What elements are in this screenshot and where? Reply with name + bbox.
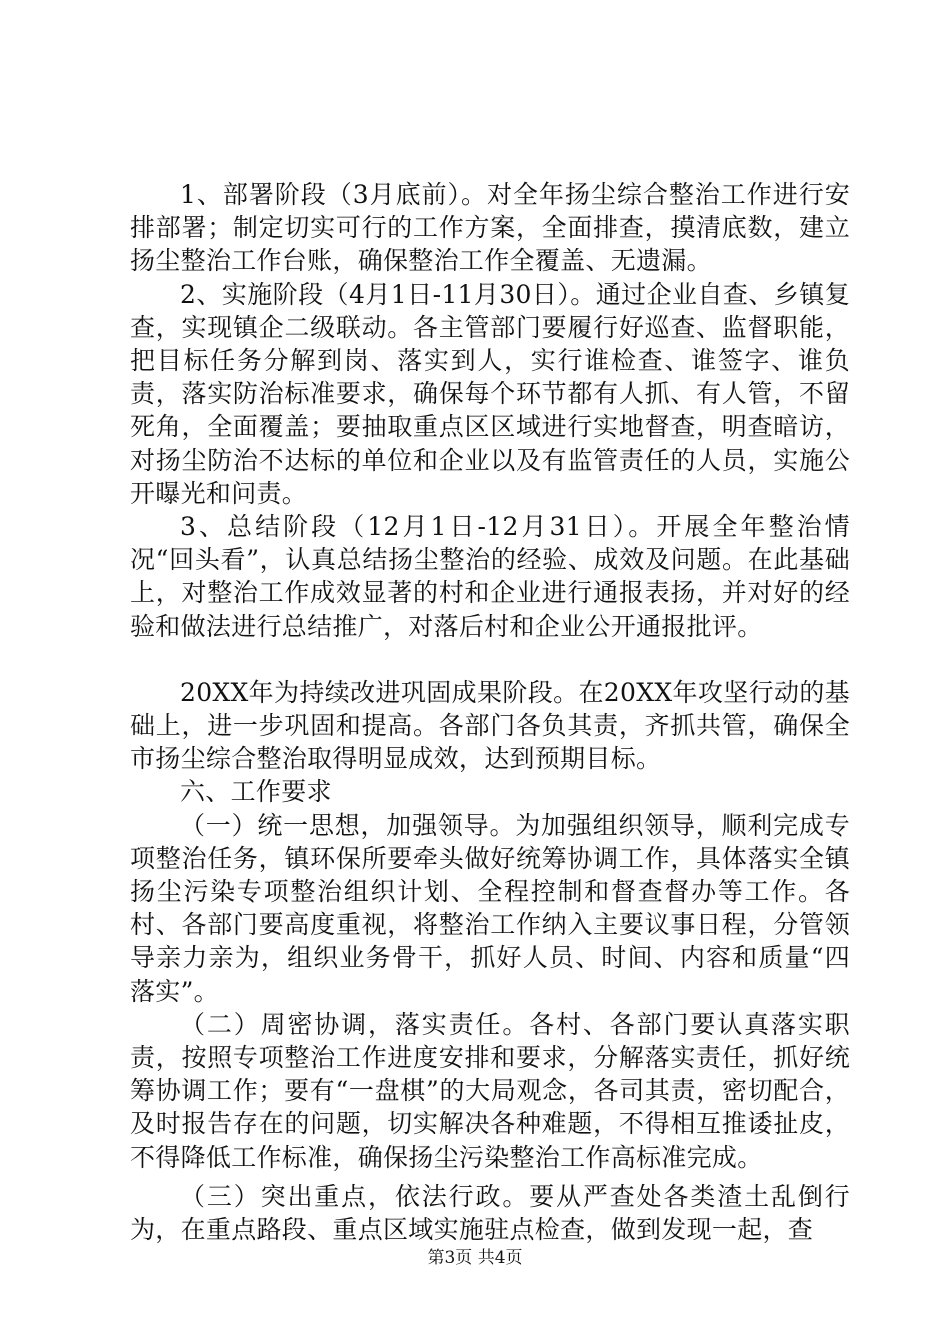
paragraph-requirement-1: （一）统一思想，加强领导。为加强组织领导，顺利完成专项整治任务，镇环保所要牵头做好统筹协调工作，具体落实全镇扬尘污染专项整治组织计划、全程控制和督查督办等工作。各村、各部门要高度重视，将整治工作纳入主要议事日程，分管领导亲力亲为，组织业务骨干，抓好人员、时间、内容和质量“四落实”。 (130, 810, 850, 1006)
paragraph-gap (130, 643, 850, 676)
paragraph-stage-3: 3、总结阶段（12月1日-12月31日）。开展全年整治情况“回头看”，认真总结扬尘整治的经验、成效及问题。在此基础上，对整治工作成效显著的村和企业进行通报表扬，并对好的经验和做法进行总结推广，对落后村和企业公开通报批评。 (130, 512, 850, 641)
paragraph-stage-2: 2、实施阶段（4月1日-11月30日）。通过企业自查、乡镇复查，实现镇企二级联动。各主管部门要履行好巡查、监督职能，把目标任务分解到岗、落实到人，实行谁检查、谁签字、谁负责，落实防治标准要求，确保每个环节都有人抓、有人管，不留死角，全面覆盖；要抽取重点区区域进行实地督查，明查暗访，对扬尘防治不达标的单位和企业以及有监管责任的人员，实施公开曝光和问责。 (130, 279, 850, 508)
paragraph-stage-1: 1、部署阶段（3月底前）。对全年扬尘综合整治工作进行安排部署；制定切实可行的工作方案，全面排查，摸清底数，建立扬尘整治工作台账，确保整治工作全覆盖、无遗漏。 (130, 180, 850, 276)
paragraph-requirement-3: （三）突出重点，依法行政。要从严查处各类渣土乱倒行为，在重点路段、重点区域实施驻点检查，做到发现一起，查 (130, 1181, 850, 1245)
section-heading-work-requirements: 六、工作要求 (180, 777, 332, 807)
document-body (130, 178, 850, 1246)
page-footer: 第3页 共4页 (427, 1248, 523, 1268)
paragraph-requirement-2: （二）周密协调，落实责任。各村、各部门要认真落实职责，按照专项整治工作进度安排和要求，分解落实责任，抓好统筹协调工作；要有“一盘棋”的大局观念，各司其责，密切配合，及时报告存在的问题，切实解决各种难题，不得相互推诿扯皮，不得降低工作标准，确保扬尘污染整治工作高标准完成。 (130, 1009, 850, 1172)
paragraph-consolidation: 20XX年为持续改进巩固成果阶段。在20XX年攻坚行动的基础上，进一步巩固和提高。各部门各负其责，齐抓共管，确保全市扬尘综合整治取得明显成效，达到预期目标。 (130, 677, 850, 774)
